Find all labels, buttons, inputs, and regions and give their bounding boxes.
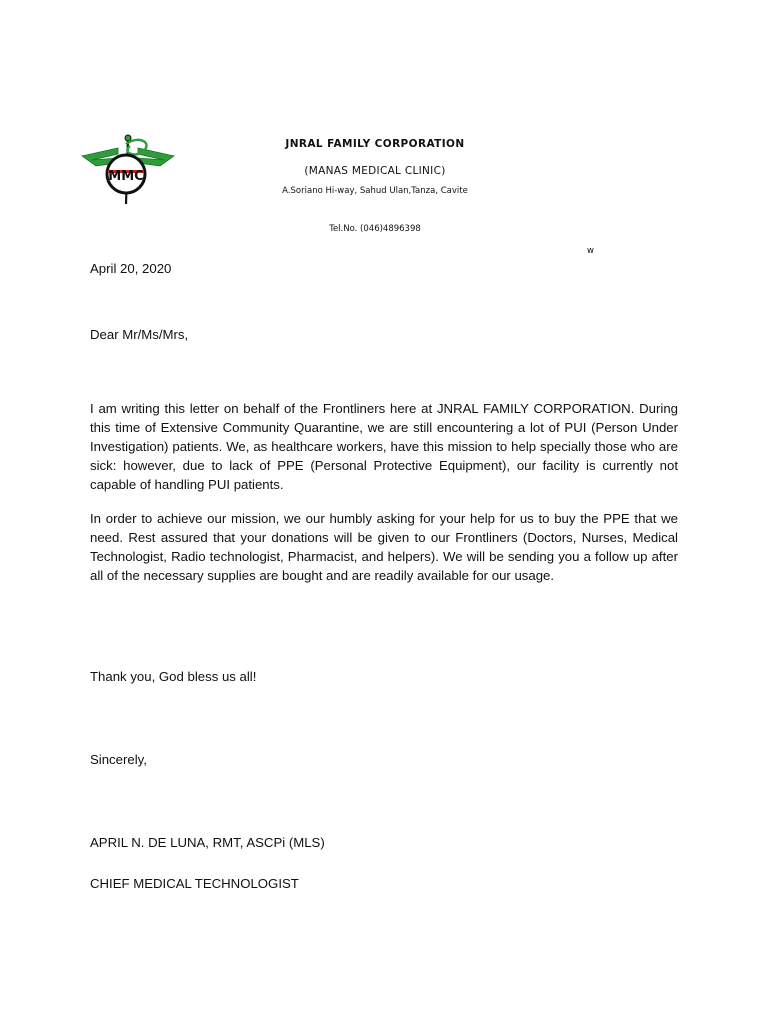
thank-you-line: Thank you, God bless us all! bbox=[90, 669, 257, 684]
company-telephone: Tel.No. (046)4896398 bbox=[329, 224, 421, 234]
body-paragraph: I am writing this letter on behalf of the Frontliners here at JNRAL FAMILY CORPORATION. During this time of Extensive Community Quarantine, we are still encountering a lot of PUI (Person Under Investigation) patients. We, as healthcare workers, have this mission to help specially those who are sick: however, due to lack of PPE (Personal Protective Equipment), our facility is currently not capable of handling PUI patients. bbox=[90, 401, 678, 492]
company-address: A.Soriano Hi-way, Sahud Ulan,Tanza, Cavite bbox=[282, 186, 468, 196]
closing: Sincerely, bbox=[90, 752, 147, 767]
clinic-name: (MANAS MEDICAL CLINIC) bbox=[304, 165, 446, 177]
clinic-logo bbox=[78, 130, 178, 208]
logo-monogram: MMC bbox=[108, 169, 144, 184]
signatory-name: APRIL N. DE LUNA, RMT, ASCPi (MLS) bbox=[90, 835, 325, 850]
salutation: Dear Mr/Ms/Mrs, bbox=[90, 327, 189, 342]
body-paragraph: In order to achieve our mission, we our humbly asking for your help for us to buy the PPE that we need. Rest assured that your donations will be given to our Frontliners (Doctors, Nurses, Medical Technologist, Radio technologist, Pharmacist, and helpers). We will be sending you a follow up after all of the necessary supplies are bought and are readily available for our usage. bbox=[90, 511, 678, 583]
signatory-title: CHIEF MEDICAL TECHNOLOGIST bbox=[90, 876, 299, 891]
company-name: JNRAL FAMILY CORPORATION bbox=[285, 138, 465, 150]
caduceus-logo-icon bbox=[78, 130, 178, 208]
letter-date: April 20, 2020 bbox=[90, 261, 172, 276]
stray-mark: w bbox=[587, 246, 594, 256]
